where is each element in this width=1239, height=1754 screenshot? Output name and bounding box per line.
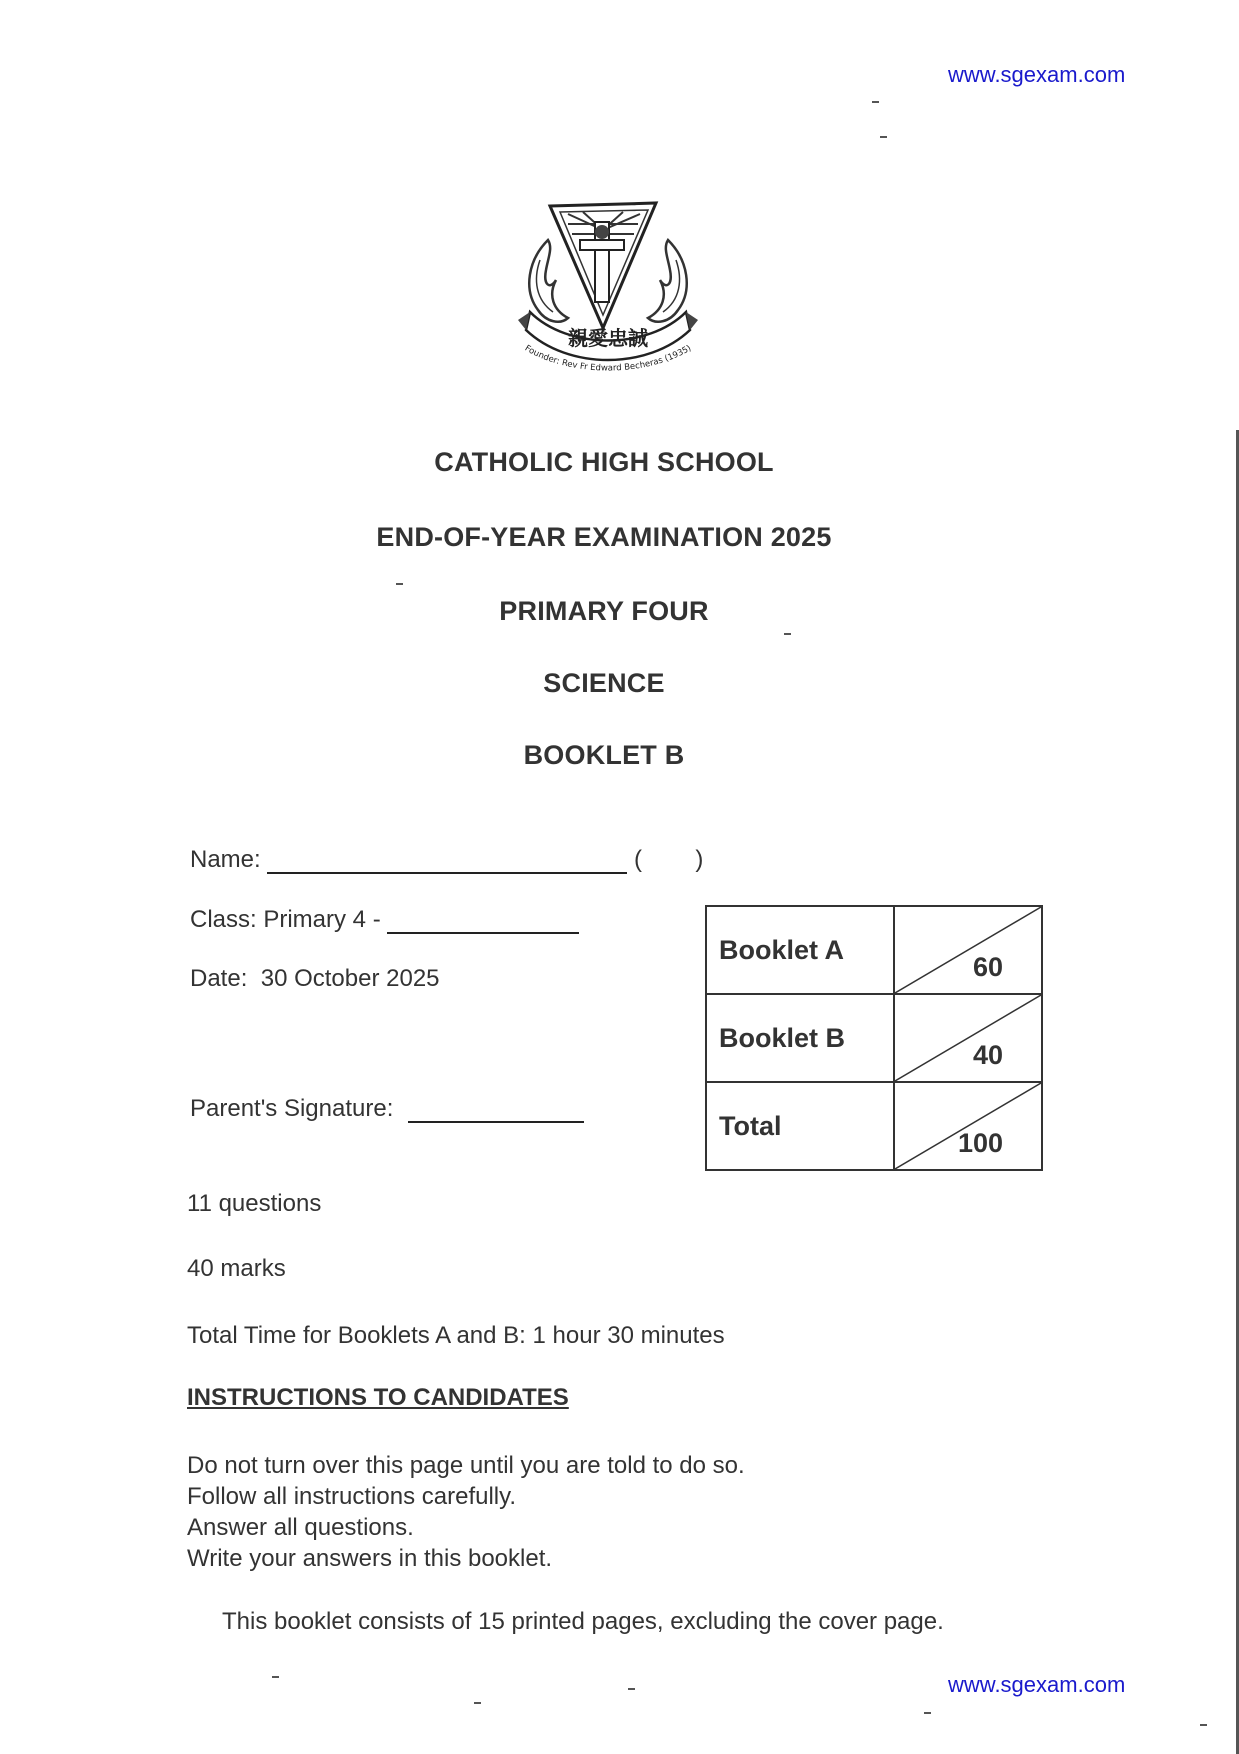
instruction-item: Write your answers in this booklet. (187, 1545, 553, 1572)
total-marks: 40 marks (187, 1255, 286, 1282)
parent-signature-field (190, 1095, 584, 1123)
watermark-link-top[interactable]: www.sgexam.com (948, 62, 1126, 87)
date-field (190, 965, 440, 993)
watermark-link-bottom[interactable]: www.sgexam.com (948, 1672, 1126, 1697)
scan-speck (872, 101, 879, 103)
score-cell-diagonal (895, 907, 1041, 993)
score-row-booklet-a (706, 906, 1042, 994)
score-row-label: Booklet A (706, 906, 894, 994)
page-count-note: This booklet consists of 15 printed pages, excluding the cover page. (222, 1608, 944, 1635)
school-name: CATHOLIC HIGH SCHOOL (434, 447, 774, 477)
instructions-list (187, 1450, 745, 1574)
scan-speck (474, 1702, 481, 1704)
instructions-heading: INSTRUCTIONS TO CANDIDATES (187, 1384, 569, 1411)
score-row-total (706, 1082, 1042, 1170)
score-table (705, 905, 1043, 1171)
score-max: 40 (972, 1040, 1003, 1070)
crest-founder-text: Founder: Rev Fr Edward Becheras (1935) (522, 343, 694, 374)
instruction-item: Answer all questions. (187, 1514, 414, 1541)
scan-speck (784, 633, 791, 635)
score-max: 60 (972, 952, 1003, 982)
level-title: PRIMARY FOUR (499, 596, 709, 626)
signature-label: Parent's Signature: (190, 1095, 394, 1122)
score-cell[interactable] (894, 994, 1042, 1082)
subject-title: SCIENCE (543, 668, 665, 698)
date-value: 30 October 2025 (260, 965, 440, 992)
scan-speck (880, 136, 887, 138)
index-paren-close: ) (695, 846, 704, 873)
score-cell-diagonal (895, 995, 1041, 1081)
name-blank[interactable] (267, 848, 627, 874)
class-blank[interactable] (387, 908, 579, 934)
exam-title: END-OF-YEAR EXAMINATION 2025 (376, 522, 832, 552)
signature-blank[interactable] (408, 1097, 584, 1123)
scan-speck (272, 1676, 279, 1678)
class-label: Class: Primary 4 - (190, 906, 381, 933)
class-field (190, 906, 579, 934)
scan-speck (924, 1712, 931, 1714)
scan-speck (628, 1688, 635, 1690)
total-time: Total Time for Booklets A and B: 1 hour 30 minutes (187, 1322, 725, 1349)
score-row-label: Booklet B (706, 994, 894, 1082)
score-row-booklet-b (706, 994, 1042, 1082)
scan-speck (396, 583, 403, 585)
score-max: 100 (957, 1128, 1003, 1158)
score-cell[interactable] (894, 1082, 1042, 1170)
name-field (190, 846, 703, 874)
school-crest-logo (508, 200, 708, 380)
score-cell[interactable] (894, 906, 1042, 994)
index-paren-open: ( (634, 846, 643, 873)
question-count: 11 questions (187, 1190, 322, 1217)
instruction-item: Follow all instructions carefully. (187, 1483, 517, 1510)
score-row-label: Total (706, 1082, 894, 1170)
date-label: Date: (190, 965, 248, 992)
name-label: Name: (190, 846, 261, 873)
scan-speck (1200, 1724, 1207, 1726)
crest-motto: 親愛忠誠 (568, 326, 648, 350)
booklet-title: BOOKLET B (523, 740, 685, 770)
instruction-item: Do not turn over this page until you are told to do so. (187, 1452, 745, 1479)
